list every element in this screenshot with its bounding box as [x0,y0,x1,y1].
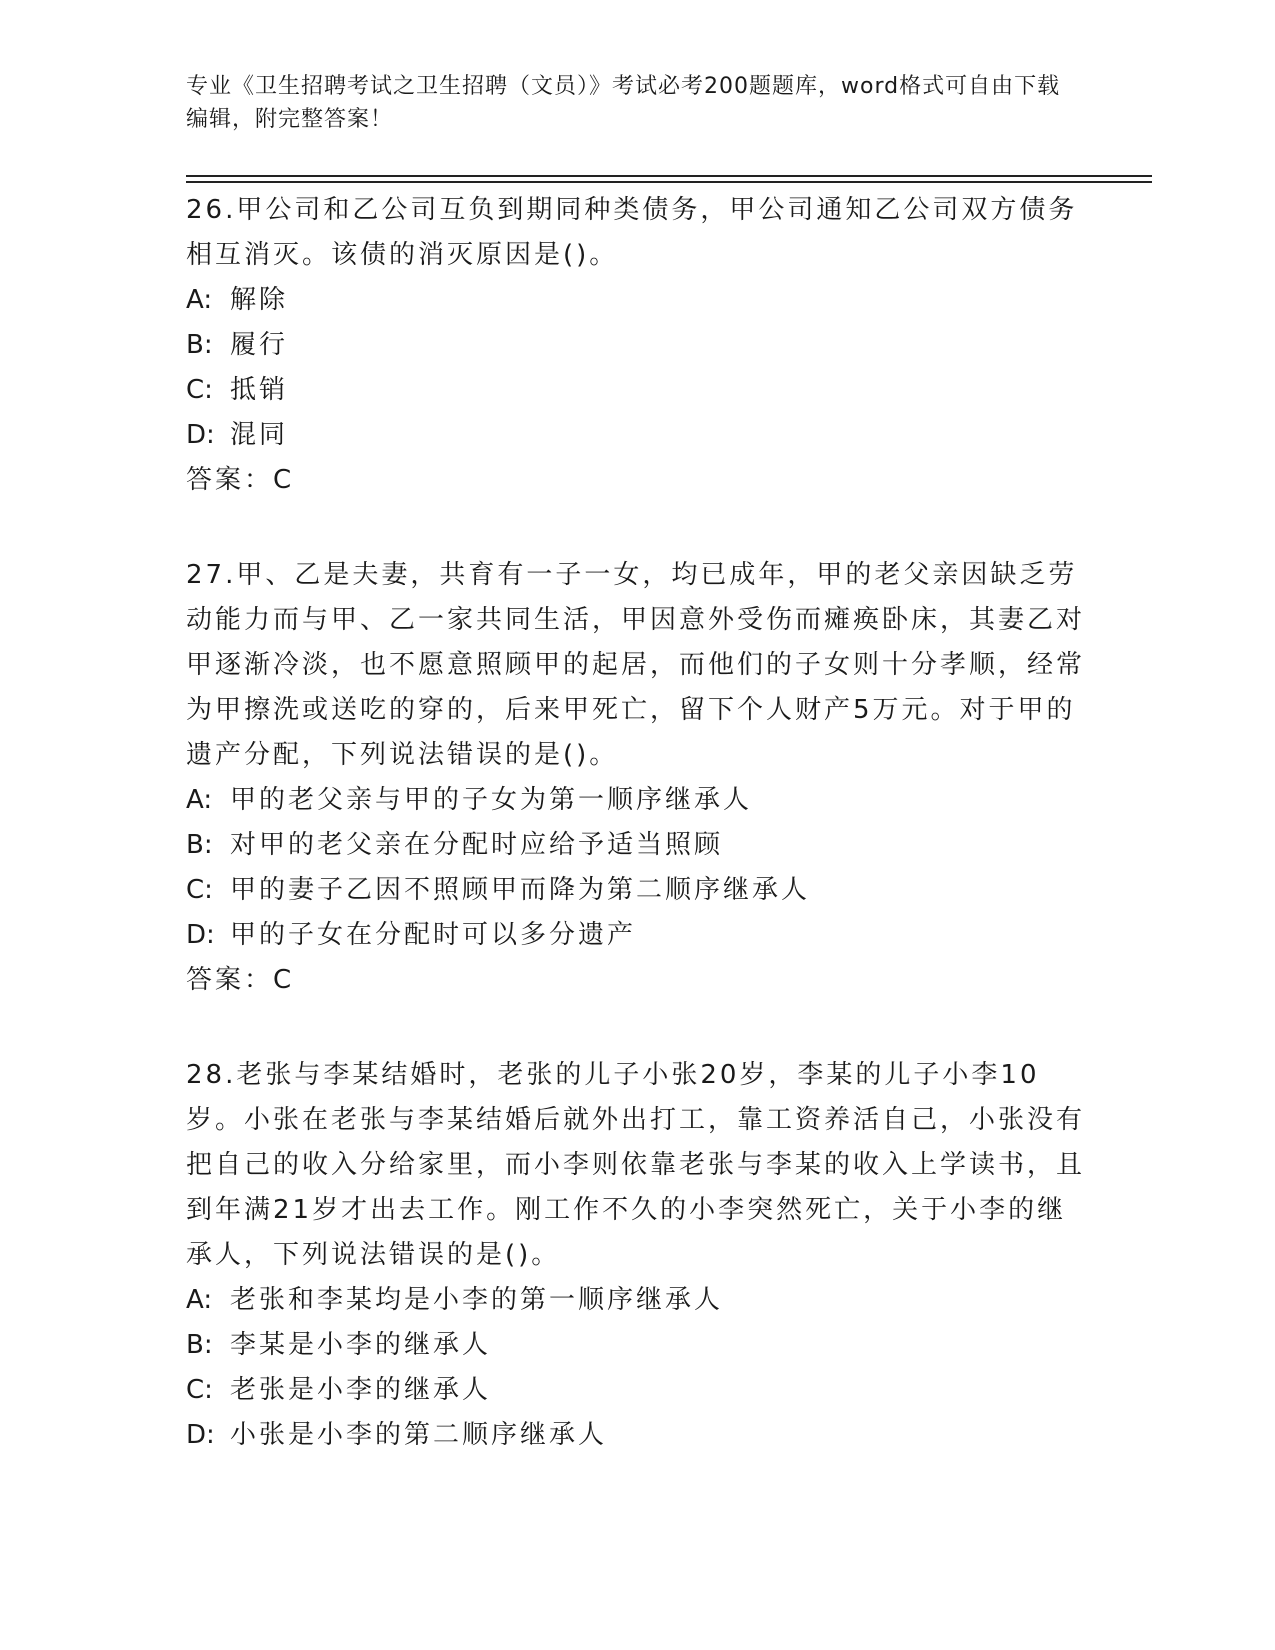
header-rule-bottom [186,181,1152,183]
option-letter: B: [186,1330,213,1360]
answer-value: C [273,465,293,495]
header-text: 专业《卫生招聘考试之卫生招聘（文员）》考试必考200题题库，word格式可自由下载编辑，附完整答案！ [186,74,1061,132]
option-letter: C: [186,375,213,405]
answer-label: 答案： [186,965,274,995]
option-letter: A: [186,785,213,815]
option-letter: B: [186,330,213,360]
option-text: 甲的老父亲与甲的子女为第一顺序继承人 [230,785,753,815]
answer-value: C [273,965,293,995]
answer-line [186,958,1086,1003]
option-letter: D: [186,420,215,450]
answer-line [186,458,1086,503]
option-letter: D: [186,1420,215,1450]
option-text: 解除 [230,285,289,315]
question-list [186,188,1086,1458]
option-letter: A: [186,285,213,315]
option-text: 老张和李某均是小李的第一顺序继承人 [230,1285,724,1315]
document-header [186,70,1066,136]
option-d [186,913,1086,958]
header-rule-top [186,175,1152,177]
question-stem: 26.甲公司和乙公司互负到期同种类债务，甲公司通知乙公司双方债务相互消灭。该债的消灭原因是()。 [186,195,1078,270]
option-text: 老张是小李的继承人 [230,1375,492,1405]
answer-label: 答案： [186,465,274,495]
option-letter: C: [186,1375,213,1405]
option-text: 对甲的老父亲在分配时应给予适当照顾 [230,830,724,860]
option-text: 抵销 [230,375,289,405]
option-b [186,823,1086,868]
spacer [186,1003,1086,1053]
question-28 [186,1053,1086,1458]
option-text: 甲的妻子乙因不照顾甲而降为第二顺序继承人 [230,875,811,905]
option-text: 履行 [230,330,289,360]
option-c [186,868,1086,913]
option-a [186,278,1086,323]
question-27 [186,553,1086,1003]
option-d [186,413,1086,458]
question-stem: 28.老张与李某结婚时，老张的儿子小张20岁，李某的儿子小李10岁。小张在老张与李某结婚后就外出打工，靠工资养活自己，小张没有把自己的收入分给家里，而小李则依靠老张与李某的收入上学读书，且到年满21岁才出去工作。刚工作不久的小李突然死亡，关于小李的继承人，下列说法错误的是()。 [186,1060,1086,1270]
spacer [186,503,1086,553]
option-b [186,323,1086,368]
option-d [186,1413,1086,1458]
question-stem: 27.甲、乙是夫妻，共育有一子一女，均已成年，甲的老父亲因缺乏劳动能力而与甲、乙一家共同生活，甲因意外受伤而瘫痪卧床，其妻乙对甲逐渐冷淡，也不愿意照顾甲的起居，而他们的子女则十分孝顺，经常为甲擦洗或送吃的穿的，后来甲死亡，留下个人财产5万元。对于甲的遗产分配，下列说法错误的是()。 [186,560,1086,770]
option-a [186,1278,1086,1323]
option-text: 混同 [230,420,289,450]
option-letter: D: [186,920,215,950]
option-letter: B: [186,830,213,860]
option-text: 甲的子女在分配时可以多分遗产 [230,920,637,950]
option-b [186,1323,1086,1368]
option-c [186,368,1086,413]
question-26 [186,188,1086,503]
option-c [186,1368,1086,1413]
option-text: 小张是小李的第二顺序继承人 [230,1420,608,1450]
option-letter: A: [186,1285,213,1315]
option-text: 李某是小李的继承人 [230,1330,492,1360]
option-letter: C: [186,875,213,905]
option-a [186,778,1086,823]
